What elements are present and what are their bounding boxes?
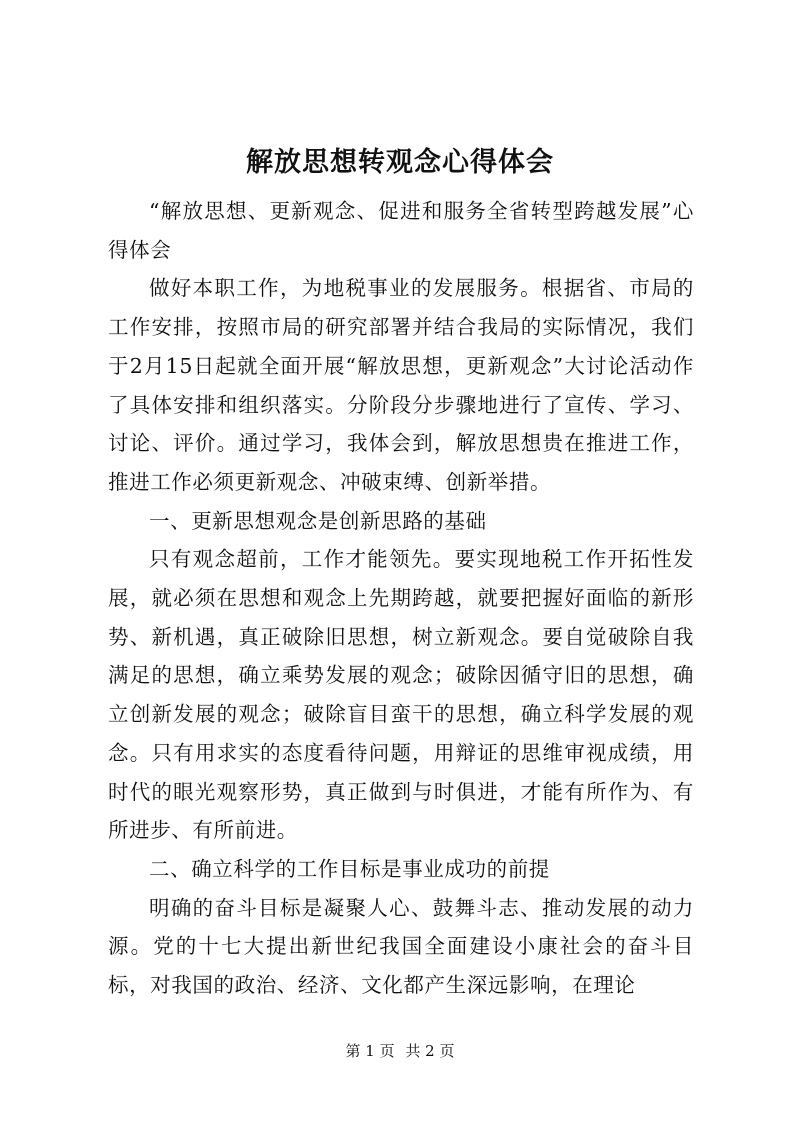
section-heading: 二、确立科学的工作目标是事业成功的前提	[149, 856, 550, 881]
page-footer	[0, 1040, 800, 1061]
document-title: 解放思想转观念心得体会	[246, 147, 554, 178]
page-number: 第 1 页	[345, 1042, 395, 1060]
body-paragraph: 只有观念超前，工作才能领先。要实现地税工作开拓性发展，就必须在思想和观念上先期跨越，就要把握好面临的新形势、新机遇，真正破除旧思想，树立新观念。要自觉破除自我满足的思想，确立乘势发展的观念；破除因循守旧的思想，确立创新发展的观念；破除盲目蛮干的思想，确立科学发展的观念。只有用求实的态度看待问题，用辩证的思维审视成绩，用时代的眼光观察形势，真正做到与时俱进，才能有所作为、有所进步、有所前进。	[108, 547, 694, 843]
document-body	[108, 192, 694, 1005]
subtitle-paragraph: “解放思想、更新观念、促进和服务全省转型跨越发展”心得体会	[108, 199, 694, 262]
body-paragraph: 明确的奋斗目标是凝聚人心、鼓舞斗志、推动发展的动力源。党的十七大提出新世纪我国全面建设小康社会的奋斗目标，对我国的政治、经济、文化都产生深远影响，在理论	[108, 895, 694, 998]
page-total: 共 2 页	[405, 1042, 455, 1060]
body-paragraph: 做好本职工作，为地税事业的发展服务。根据省、市局的工作安排，按照市局的研究部署并结合我局的实际情况，我们于2月15日起就全面开展“解放思想，更新观念”大讨论活动作了具体安排和组织落实。分阶段分步骤地进行了宣传、学习、讨论、评价。通过学习，我体会到，解放思想贵在推进工作，推进工作必须更新观念、冲破束缚、创新举措。	[108, 276, 694, 494]
section-heading: 一、更新思想观念是创新思路的基础	[149, 508, 487, 533]
